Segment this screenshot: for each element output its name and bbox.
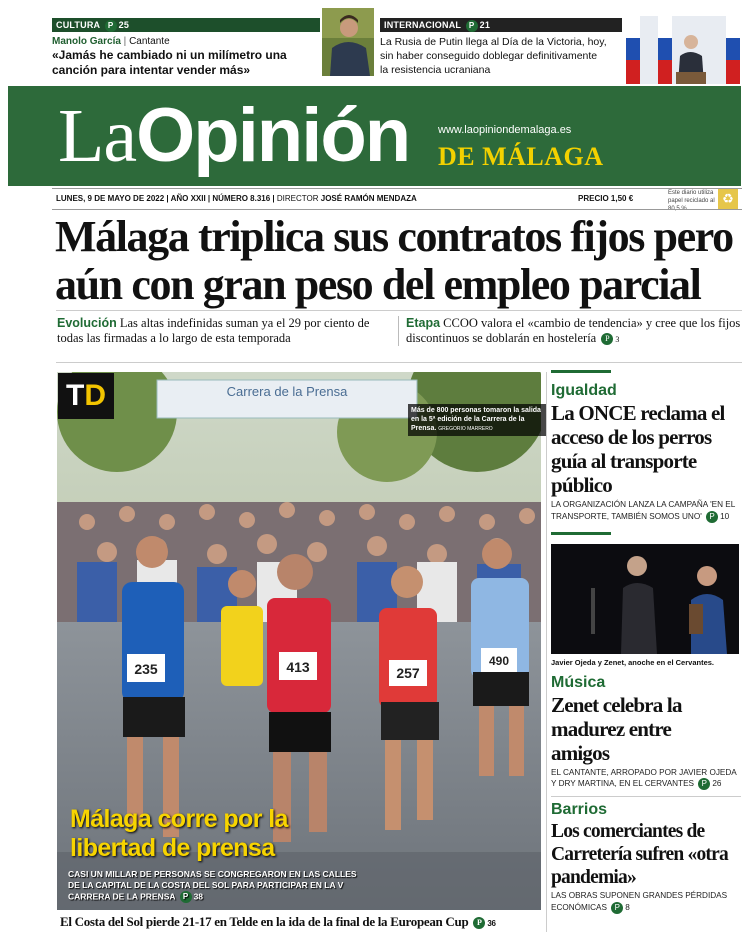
section-accent-bar	[551, 532, 611, 535]
website-url[interactable]: www.laopiniondemalaga.es	[438, 124, 572, 136]
subhead-evolucion: Evolución Las altas indefinidas suman ya el 29 por ciento de todas las firmadas a lo largo de esta temporada	[57, 316, 370, 345]
story-carreteria-headline[interactable]: Los comerciantes de Carretería sufren «otra pandemia»	[551, 821, 728, 888]
recycled-note: Este diario utiliza papel reciclado al	[668, 190, 715, 204]
teaser-international-text: La Rusia de Putin llega al Día de la Victoria, hoy, sin haber conseguido doblegar definitivamente la resistencia ucraniana	[380, 36, 607, 76]
bib-257: 257	[396, 665, 420, 681]
manolo-garcia-photo	[322, 8, 374, 76]
page-badge-icon: P	[698, 778, 710, 790]
bib-235: 235	[134, 661, 158, 677]
story-carreteria-sub: LAS OBRAS SUPONEN GRANDES PÉRDIDAS ECONÓMICAS P 8	[551, 891, 728, 912]
subhead-rule	[56, 310, 742, 311]
right-column-rule	[551, 796, 741, 797]
photo-story-kicker: CASI UN MILLAR DE PERSONAS SE CONGREGARON EN LAS CALLES DE LA CAPITAL DE LA COSTA DEL SOL PARA PARTICIPAR EN LA V CARRERA DE LA PRENSA P 38	[68, 869, 357, 902]
teaser-culture-byline: Manolo García | Cantante	[52, 36, 170, 47]
photo-caption: Más de 800 personas tomaron la salida en la 5ª edición de la Carrera de la Prensa. GREGORIO MARRERO	[408, 404, 546, 436]
story-once-headline[interactable]: La ONCE reclama el acceso de los perros guía al transporte público	[551, 401, 725, 497]
page-badge-icon: P	[473, 917, 485, 929]
subhead-divider	[398, 316, 399, 346]
column-divider	[546, 372, 547, 932]
date-strip-top-rule	[52, 188, 742, 189]
price: PRECIO 1,50 €	[578, 194, 634, 203]
photo-story-title[interactable]: Málaga corre por la libertad de prensa	[70, 805, 288, 862]
masthead-city: DE MÁLAGA	[438, 142, 604, 171]
subhead-etapa: Etapa CCOO valora el «cambio de tendencia» y cree que los fijos discontinuos se doblarán en hostelería P 3	[406, 316, 741, 345]
page-badge-icon: P	[105, 20, 117, 32]
story-once-sub: LA ORGANIZACIÓN LANZA LA CAMPAÑA 'EN EL TRANSPORTE, TAMBIÉN SOMOS UNO' P 10	[551, 500, 736, 521]
bib-413: 413	[286, 659, 310, 675]
story-zenet-headline[interactable]: Zenet celebra la madurez entre amigos	[551, 692, 682, 765]
page-badge-icon: P	[611, 902, 623, 914]
putin-photo	[626, 16, 740, 84]
main-headline[interactable]: Málaga triplica sus contratos fijos pero aún con gran peso del empleo parcial	[55, 212, 733, 309]
bottom-story[interactable]: El Costa del Sol pierde 21-17 en Telde en la ida de la final de la European Cup P 36	[60, 914, 496, 929]
date-strip-bottom-rule	[52, 209, 742, 210]
section-musica: Música	[551, 673, 606, 691]
teaser-culture-quote: «Jamás he cambiado ni un milímetro una canción para intentar vender más»	[52, 48, 287, 77]
concert-photo-caption: Javier Ojeda y Zenet, anoche en el Cervantes.	[551, 657, 714, 667]
td-badge[interactable]: TD	[58, 373, 114, 419]
page-badge-icon: P	[466, 20, 478, 32]
teaser-culture[interactable]	[52, 18, 374, 84]
story-zenet-sub: EL CANTANTE, ARROPADO POR JAVIER OJEDA Y DRY MARTINA, EN EL CERVANTES P 26	[551, 767, 737, 789]
race-banner-text: Carrera de la Prensa	[226, 384, 348, 399]
page-badge-icon: P	[601, 333, 613, 345]
section-barrios: Barrios	[551, 801, 608, 818]
right-column	[551, 370, 741, 914]
section-igualdad: Igualdad	[551, 382, 617, 399]
recycle-icon: ♻	[718, 189, 738, 209]
teaser-international-bar: INTERNACIONAL P 21	[380, 18, 622, 32]
bib-490: 490	[488, 654, 510, 668]
newspaper-logo[interactable]: LaOpinión	[58, 93, 410, 178]
date-strip: LUNES, 9 DE MAYO DE 2022 | AÑO XXII | NÚMERO 8.316 | DIRECTOR JOSÉ RAMÓN MENDAZA	[56, 194, 417, 203]
section-accent-bar	[551, 370, 611, 373]
teaser-international[interactable]	[380, 18, 742, 84]
page-badge-icon: P	[180, 891, 192, 903]
page-badge-icon: P	[706, 511, 718, 523]
concert-photo[interactable]	[551, 544, 739, 654]
masthead	[8, 86, 741, 186]
photo-top-rule	[56, 362, 742, 363]
teaser-culture-bar: CULTURA P 25	[52, 18, 320, 32]
